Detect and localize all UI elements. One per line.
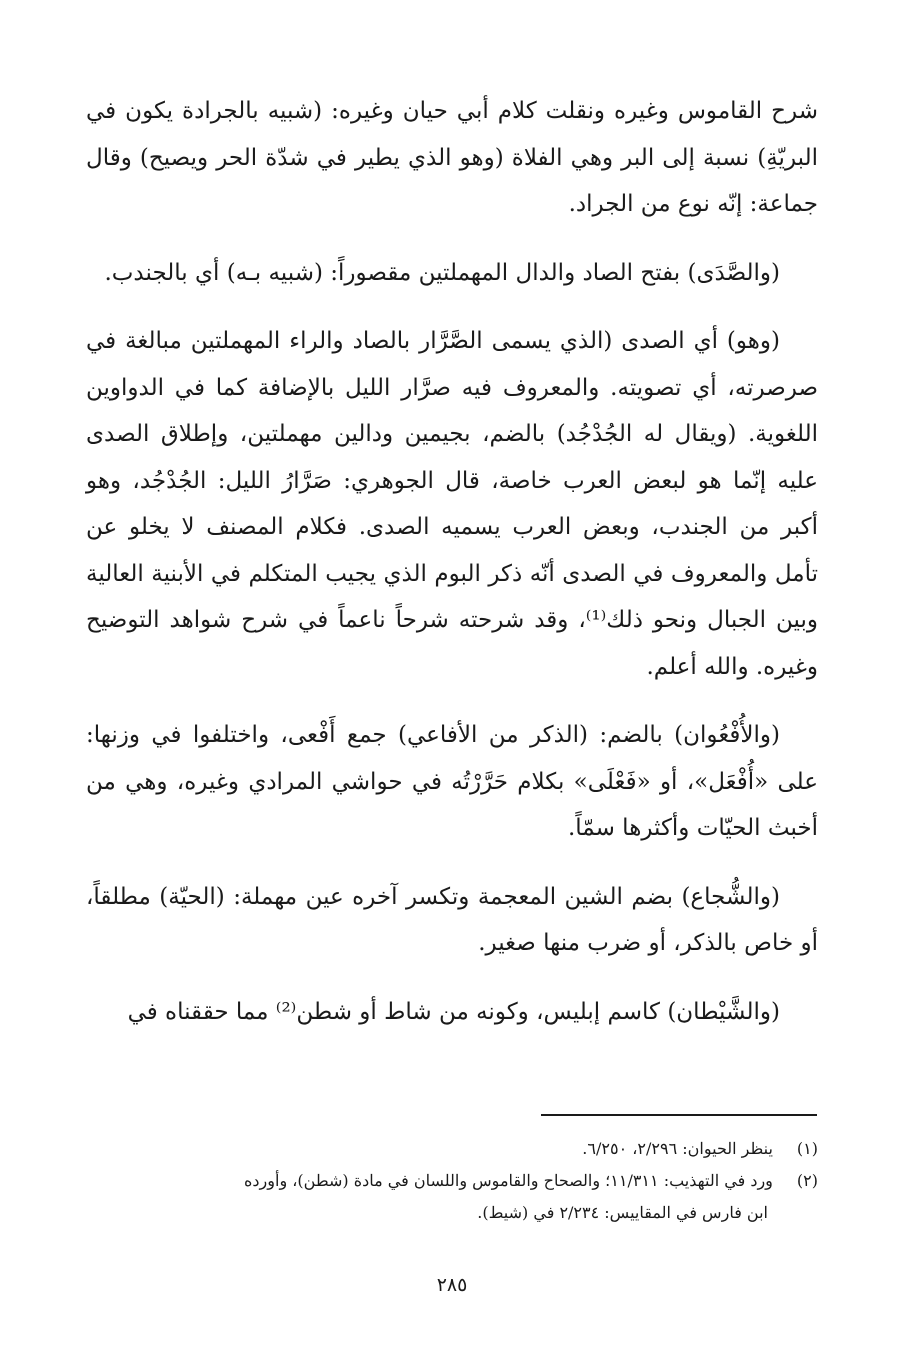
footnote-2-number: (٢) xyxy=(796,1171,818,1190)
paragraph-4: (والأُفْعُوان) بالضم: (الذكر من الأفاعي) جمع أَفْعى، واختلفوا في وزنها: على «أُفْعَل»، أو «فَعْلَى» بكلام حَرَّرْتُه في حواشي المرادي وغيره، وهي من أخبث الحيّات وأكثرها سمّاً. xyxy=(86,722,818,841)
footnote-1-text: ينظر الحيوان: ٢/٢٩٦، ٦/٢٥٠. xyxy=(582,1139,773,1158)
paragraph-1: شرح القاموس وغيره ونقلت كلام أبي حيان وغيره: (شبيه بالجرادة يكون في البريّةِ) نسبة إلى البر وهي الفلاة (وهو الذي يطير في شدّة الحر ويصيح) وقال جماعة: إنّه نوع من الجراد. xyxy=(86,98,818,217)
footnotes xyxy=(86,1133,818,1229)
paragraph-3: (وهو) أي الصدى (الذي يسمى الصَّرَّار بالصاد والراء المهملتين مبالغة في صرصرته، أي تصويته. والمعروف فيه صرَّار الليل بالإضافة كما في الدواوين اللغوية. (ويقال له الجُدْجُد) بالضم، بجيمين ودالين مهملتين، وإطلاق الصدى عليه إنّما هو لبعض العرب خاصة، قال الجوهري: صَرَّارُ الليل: الجُدْجُد، وهو أكبر من الجندب، وبعض العرب يسميه الصدى. فكلام المصنف لا يخلو عن تأمل والمعروف في الصدى أنّه ذكر البوم الذي يجيب المتكلم في الأبنية العالية وبين الجبال ونحو ذلك⁽¹⁾، وقد شرحته شرحاً ناعماً في شرح شواهد التوضيح وغيره. والله أعلم. xyxy=(86,328,818,680)
footnote-2 xyxy=(86,1165,818,1197)
paragraph-6: (والشَّيْطان) كاسم إبليس، وكونه من شاط أو شطن⁽²⁾ مما حققناه في xyxy=(127,998,780,1025)
page-number: ٢٨٥ xyxy=(436,1274,468,1296)
footnote-1 xyxy=(86,1133,818,1165)
footnote-divider xyxy=(541,1114,817,1116)
paragraph-2: (والصَّدَى) بفتح الصاد والدال المهملتين مقصوراً: (شبيه بـه) أي بالجندب. xyxy=(104,259,780,286)
footnote-2-continuation: ابن فارس في المقاييس: ٢/٢٣٤ في (شيط). xyxy=(477,1203,768,1222)
paragraph-5: (والشُّجاع) بضم الشين المعجمة وتكسر آخره عين مهملة: (الحيّة) مطلقاً، أو خاص بالذكر، أو ضرب منها صغير. xyxy=(86,883,818,956)
main-text xyxy=(86,88,818,1057)
footnote-2-text: ورد في التهذيب: ١١/٣١١؛ والصحاح والقاموس واللسان في مادة (شطن)، وأورده xyxy=(244,1171,773,1190)
footnote-1-number: (١) xyxy=(796,1139,818,1158)
